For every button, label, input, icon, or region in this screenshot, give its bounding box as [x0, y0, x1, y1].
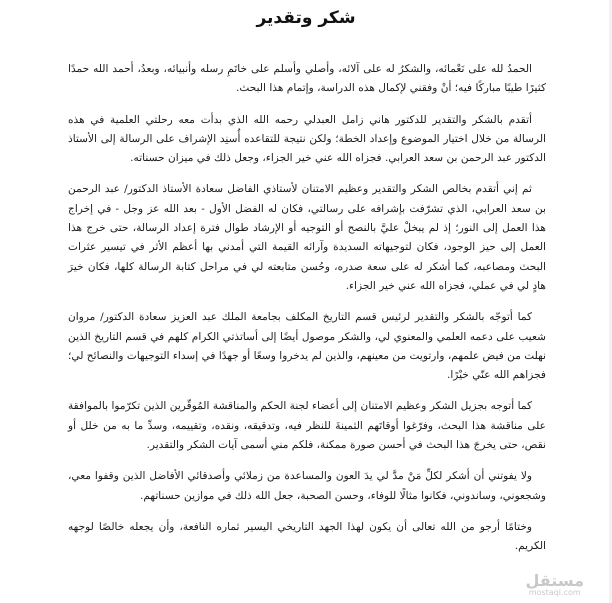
watermark-logo	[525, 573, 584, 597]
paragraph-committee: كما أتوجه بجزيل الشكر وعظيم الامتنان إلى أعضاء لجنة الحكم والمناقشة المُوقّرين الذين تكرّموا بالموافقة على مناقشة هذا البحث، وفرّغوا أوقاتَهم الثمينةَ للنظر فيه، وتدقيقه، ونقده، وتقييمه، وسدِّ ما به من خلل أو نقص، حتى يخرجَ هذا البحث في أحسن صورة ممكنة، فلكم مني أسمى آيات الشكر والتقدير.	[68, 400, 546, 452]
watermark-main-text: مستقل	[525, 571, 584, 590]
paragraph-colleagues: ولا يفوتني أن أشكر لكلِّ مَنْ مدَّ لي يدَ العون والمساعدة من زملائي وأصدقائي الأفاضل الذين وقفوا معي، وشجعوني، وساندوني، فكانوا مثالًا للوفاء، وحسن الصحبة، جعل الله ذلك في موازين حسناتهم.	[68, 470, 546, 502]
paragraph-first-supervisor: أتقدم بالشكر والتقدير للدكتور هاني زامل العبدلي رحمه الله الذي بدأت معه رحلتي العلمية في هذه الرسالة من خلال اختيار الموضوع وإعداد الخطة؛ ولكن نتيجة للتقاعده أُسنِد الإشراف على الرسالة إلى الأستاذ الدكتور عبد الرحمن بن سعد العرابي. فجزاه الله عني خير الجزاء، وجعل ذلك في ميزان حسناته.	[68, 113, 546, 165]
paragraph-closing: وختامًا أرجو من الله تعالى أن يكون لهذا الجهد التاريخي اليسير ثماره النافعة، وأن يجعله خالصًا لوجهه الكريم.	[68, 520, 546, 553]
paragraph-praise: الحمدُ لله على نَعْمائه، والشكرُ له على آلائه، وأصلي وأسلم على خاتَمِ رسله وأنبيائه، وبعدُ، أحمد الله حمدًا كثيرًا طيبًا مباركًا فيه؛ أنْ وفقني لإكمال هذه الدراسة، وإتمام هذا البحث.	[68, 63, 546, 95]
watermark-sub-text: mostaql.com	[528, 588, 581, 597]
paragraph-department: كما أتوجّه بالشكر والتقدير لرئيس قسم التاريخ المكلف بجامعة الملك عبد العزيز سعادة الدكتور/ مروان شعيب على دعمه العلمي والمعنوي لي، والشكر موصول أيضًا إلى أساتذتي الكرام كلهم في قسم التاريخ الذين نهلت من فيض علمهم، وارتويت من معينهم، والذين لم يدخروا وسعًا أو جهدًا في إسداء التوجيهات والنصائح لي؛ فجزاهم الله عنّي خيْرًا.	[68, 311, 546, 382]
document-body	[68, 60, 546, 569]
page-title: شكر وتقدير	[256, 8, 356, 28]
paragraph-main-supervisor: ثم إني أتقدم بخالص الشكر والتقدير وعظيم الامتنان لأستاذي الفاضل سعادة الأستاذ الدكتور/ عبد الرحمن بن سعد العرابي، الذي تشرّفت بإشرافه على رسالتي، فكان له الفضل الأول - بعد الله عز وجل - في إخراج هذا العمل إلى النور؛ إذ لم يبخلْ عليَّ بالنصح أو التوجيه أو الإرشاد طوال فترة إعداد الرسالة، حتى خرج هذا العمل إلى حيز الوجود، فكان لتوجيهاته السديدة وآرائه القيمة التي أمدني بها أعظم الأثر في تيسير عثرات البحث ومصاعبه، كما أشكر له على سعة صدره، وحُسن متابعته لي في مراحل كتابة الرسالة كلها، فكان خيرَ هادٍ لي في عملي، فجزاه الله عني خير الجزاء.	[68, 183, 546, 292]
